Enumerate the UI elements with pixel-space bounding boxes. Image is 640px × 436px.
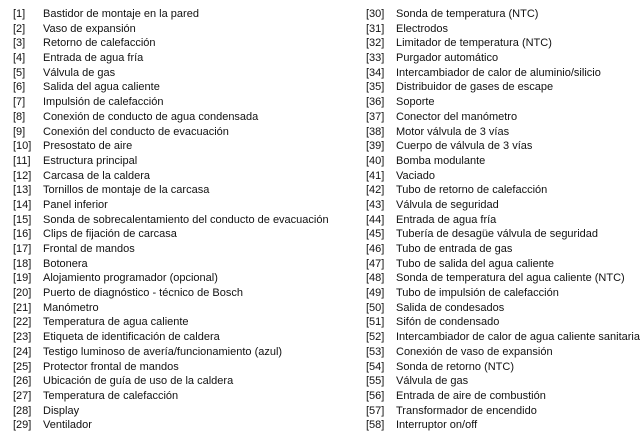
legend-item-label: Ubicación de guía de uso de la caldera	[43, 375, 234, 388]
legend-item-label: Ventilador	[43, 419, 92, 432]
parts-legend	[0, 7, 640, 433]
legend-item	[13, 22, 313, 37]
legend-item-number: [21]	[13, 301, 32, 314]
legend-item	[366, 80, 636, 95]
legend-item-number: [48]	[366, 272, 385, 285]
legend-item-label: Entrada de agua fría	[43, 52, 144, 65]
legend-item-number: [41]	[366, 169, 385, 182]
legend-item	[366, 66, 636, 81]
legend-item-number: [57]	[366, 404, 385, 417]
legend-item	[13, 360, 313, 375]
legend-item	[366, 242, 636, 257]
legend-item-label: Carcasa de la caldera	[43, 169, 151, 182]
legend-item-number: [20]	[13, 287, 32, 300]
legend-item-number: [45]	[366, 228, 385, 241]
legend-item-number: [44]	[366, 213, 385, 226]
legend-item	[13, 404, 313, 419]
legend-item-label: Manómetro	[43, 301, 99, 314]
legend-item-number: [18]	[13, 257, 32, 270]
legend-item-number: [39]	[366, 140, 385, 153]
legend-item-number: [5]	[13, 66, 26, 79]
legend-item-number: [58]	[366, 419, 385, 432]
legend-item	[13, 418, 313, 433]
legend-item-label: Sonda de sobrecalentamiento del conducto de evacuación	[43, 213, 329, 226]
legend-item-number: [52]	[366, 331, 385, 344]
legend-item	[366, 36, 636, 51]
legend-item	[366, 227, 636, 242]
legend-item-number: [35]	[366, 81, 385, 94]
legend-item-number: [19]	[13, 272, 32, 285]
legend-item-label: Intercambiador de calor de agua caliente sanitaria	[396, 331, 640, 344]
legend-item-label: Conexión de conducto de agua condensada	[43, 110, 259, 123]
legend-item-number: [50]	[366, 301, 385, 314]
legend-item-label: Retorno de calefacción	[43, 37, 156, 50]
legend-item	[13, 345, 313, 360]
legend-item	[13, 198, 313, 213]
legend-item-label: Conector del manómetro	[396, 110, 518, 123]
legend-item-label: Purgador automático	[396, 52, 499, 65]
legend-item	[13, 95, 313, 110]
legend-item-number: [46]	[366, 243, 385, 255]
legend-item	[366, 169, 636, 184]
legend-item-label: Bastidor de montaje en la pared	[43, 8, 199, 20]
legend-item	[13, 271, 313, 286]
legend-item	[13, 80, 313, 95]
legend-item	[13, 154, 313, 169]
legend-item-number: [15]	[13, 213, 32, 226]
legend-item-label: Tubo de salida del agua caliente	[396, 257, 554, 270]
legend-item-number: [13]	[13, 184, 32, 197]
legend-item-label: Sifón de condensado	[396, 316, 500, 329]
legend-item	[366, 330, 640, 345]
legend-item-label: Conexión del conducto de evacuación	[43, 125, 229, 138]
legend-item	[13, 7, 313, 22]
legend-item-number: [56]	[366, 389, 385, 402]
legend-item	[366, 315, 636, 330]
legend-item-label: Alojamiento programador (opcional)	[43, 272, 218, 285]
legend-item	[366, 139, 636, 154]
legend-item	[366, 125, 636, 140]
legend-item	[13, 213, 329, 228]
legend-item	[366, 389, 636, 404]
legend-item-label: Temperatura de calefacción	[43, 389, 179, 402]
legend-item-label: Limitador de temperatura (NTC)	[396, 37, 552, 50]
legend-item-label: Distribuidor de gases de escape	[396, 81, 554, 94]
legend-column-right	[366, 7, 640, 433]
legend-item	[13, 139, 313, 154]
legend-item	[366, 7, 636, 22]
legend-item-label: Etiqueta de identificación de caldera	[43, 331, 220, 344]
legend-item	[366, 22, 636, 37]
legend-item-number: [14]	[13, 198, 32, 211]
legend-item-number: [34]	[366, 66, 385, 79]
legend-item-label: Estructura principal	[43, 154, 138, 167]
legend-item-label: Protector frontal de mandos	[43, 360, 179, 373]
legend-item-label: Frontal de mandos	[43, 243, 135, 255]
legend-item-number: [4]	[13, 52, 26, 65]
legend-item-label: Válvula de gas	[396, 375, 469, 388]
legend-item-number: [22]	[13, 316, 32, 329]
legend-item-number: [32]	[366, 37, 385, 50]
legend-item	[13, 125, 313, 140]
legend-item	[13, 257, 313, 272]
legend-item-number: [23]	[13, 331, 32, 344]
legend-item	[366, 257, 636, 272]
legend-item-label: Cuerpo de válvula de 3 vías	[396, 140, 533, 153]
legend-item	[13, 36, 313, 51]
legend-item-label: Salida del agua caliente	[43, 81, 160, 94]
legend-item-label: Display	[43, 404, 80, 417]
legend-item-number: [36]	[366, 96, 385, 109]
legend-item	[366, 360, 636, 375]
legend-item-label: Temperatura de agua caliente	[43, 316, 189, 329]
legend-item-label: Clips de fijación de carcasa	[43, 228, 177, 241]
legend-item-label: Intercambiador de calor de aluminio/silicio	[396, 66, 601, 79]
legend-item-number: [6]	[13, 81, 26, 94]
legend-item-number: [43]	[366, 198, 385, 211]
legend-item-label: Motor válvula de 3 vías	[396, 125, 510, 138]
legend-item-number: [7]	[13, 96, 26, 109]
legend-item	[13, 301, 313, 316]
legend-item-number: [9]	[13, 125, 26, 138]
legend-item	[366, 404, 636, 419]
legend-item	[13, 389, 313, 404]
legend-item-label: Impulsión de calefacción	[43, 96, 164, 109]
legend-item	[13, 169, 313, 184]
legend-item-number: [8]	[13, 110, 26, 123]
legend-item	[366, 345, 636, 360]
legend-item-number: [17]	[13, 243, 32, 255]
legend-item-label: Conexión de vaso de expansión	[396, 345, 553, 358]
legend-item-label: Sonda de temperatura (NTC)	[396, 8, 539, 20]
legend-item-number: [26]	[13, 375, 32, 388]
legend-item-label: Bomba modulante	[396, 154, 486, 167]
legend-item-number: [37]	[366, 110, 385, 123]
legend-item-number: [2]	[13, 22, 26, 35]
legend-item	[366, 51, 636, 66]
legend-item-number: [29]	[13, 419, 32, 432]
legend-item	[366, 301, 636, 316]
legend-item-number: [1]	[13, 8, 26, 20]
legend-item-label: Puerto de diagnóstico - técnico de Bosch	[43, 287, 243, 300]
legend-item-number: [25]	[13, 360, 32, 373]
legend-item-label: Entrada de agua fría	[396, 213, 497, 226]
legend-item-label: Tubería de desagüe válvula de seguridad	[396, 228, 599, 241]
legend-item-label: Panel inferior	[43, 198, 108, 211]
legend-item-number: [54]	[366, 360, 385, 373]
legend-item-number: [33]	[366, 52, 385, 65]
legend-item-number: [31]	[366, 22, 385, 35]
legend-item	[13, 242, 313, 257]
legend-item-number: [49]	[366, 287, 385, 300]
legend-item	[13, 286, 313, 301]
legend-item-number: [12]	[13, 169, 32, 182]
legend-item-label: Válvula de gas	[43, 66, 116, 79]
legend-item-number: [30]	[366, 8, 385, 20]
legend-item	[366, 95, 636, 110]
legend-item-label: Vaso de expansión	[43, 22, 136, 35]
legend-item-label: Tornillos de montaje de la carcasa	[43, 184, 210, 197]
legend-item-number: [51]	[366, 316, 385, 329]
legend-item	[366, 110, 636, 125]
legend-item-label: Transformador de encendido	[396, 404, 537, 417]
legend-item-number: [11]	[13, 154, 31, 167]
legend-item	[13, 183, 313, 198]
legend-item	[13, 110, 313, 125]
legend-item	[13, 66, 313, 81]
legend-item	[366, 374, 636, 389]
legend-item	[13, 315, 313, 330]
legend-item-label: Válvula de seguridad	[396, 198, 499, 211]
legend-item	[366, 198, 636, 213]
legend-item-label: Sonda de retorno (NTC)	[396, 360, 514, 373]
legend-item-number: [3]	[13, 37, 26, 50]
legend-item-label: Tubo de impulsión de calefacción	[396, 287, 559, 300]
legend-item-number: [53]	[366, 345, 385, 358]
legend-item-number: [40]	[366, 154, 385, 167]
legend-item-label: Entrada de aire de combustión	[396, 389, 546, 402]
legend-item-number: [10]	[13, 140, 32, 153]
legend-item	[366, 154, 636, 169]
legend-item-number: [38]	[366, 125, 385, 138]
legend-item-number: [42]	[366, 184, 385, 197]
legend-item-label: Vaciado	[396, 169, 435, 182]
legend-item-label: Testigo luminoso de avería/funcionamiento (azul)	[43, 345, 283, 358]
legend-item-number: [27]	[13, 389, 32, 402]
legend-item	[366, 418, 636, 433]
legend-item-number: [55]	[366, 375, 385, 388]
legend-item-label: Botonera	[43, 257, 88, 270]
legend-item-label: Electrodos	[396, 22, 448, 35]
legend-item-label: Salida de condesados	[396, 301, 505, 314]
legend-item	[366, 271, 636, 286]
legend-item	[366, 213, 636, 228]
legend-column-left	[13, 7, 329, 433]
legend-item	[366, 286, 636, 301]
legend-item	[366, 183, 636, 198]
legend-item-label: Interruptor on/off	[396, 419, 478, 432]
legend-item-number: [47]	[366, 257, 385, 270]
legend-item	[13, 227, 313, 242]
legend-item-label: Presostato de aire	[43, 140, 133, 153]
legend-item	[13, 330, 313, 345]
legend-item	[13, 374, 313, 389]
legend-item-number: [28]	[13, 404, 32, 417]
legend-item-number: [24]	[13, 345, 32, 358]
legend-item-label: Sonda de temperatura del agua caliente (NTC)	[396, 272, 625, 285]
legend-item	[13, 51, 313, 66]
legend-item-label: Tubo de retorno de calefacción	[396, 184, 548, 197]
legend-item-label: Tubo de entrada de gas	[396, 243, 513, 255]
legend-item-number: [16]	[13, 228, 32, 241]
legend-item-label: Soporte	[396, 96, 435, 109]
